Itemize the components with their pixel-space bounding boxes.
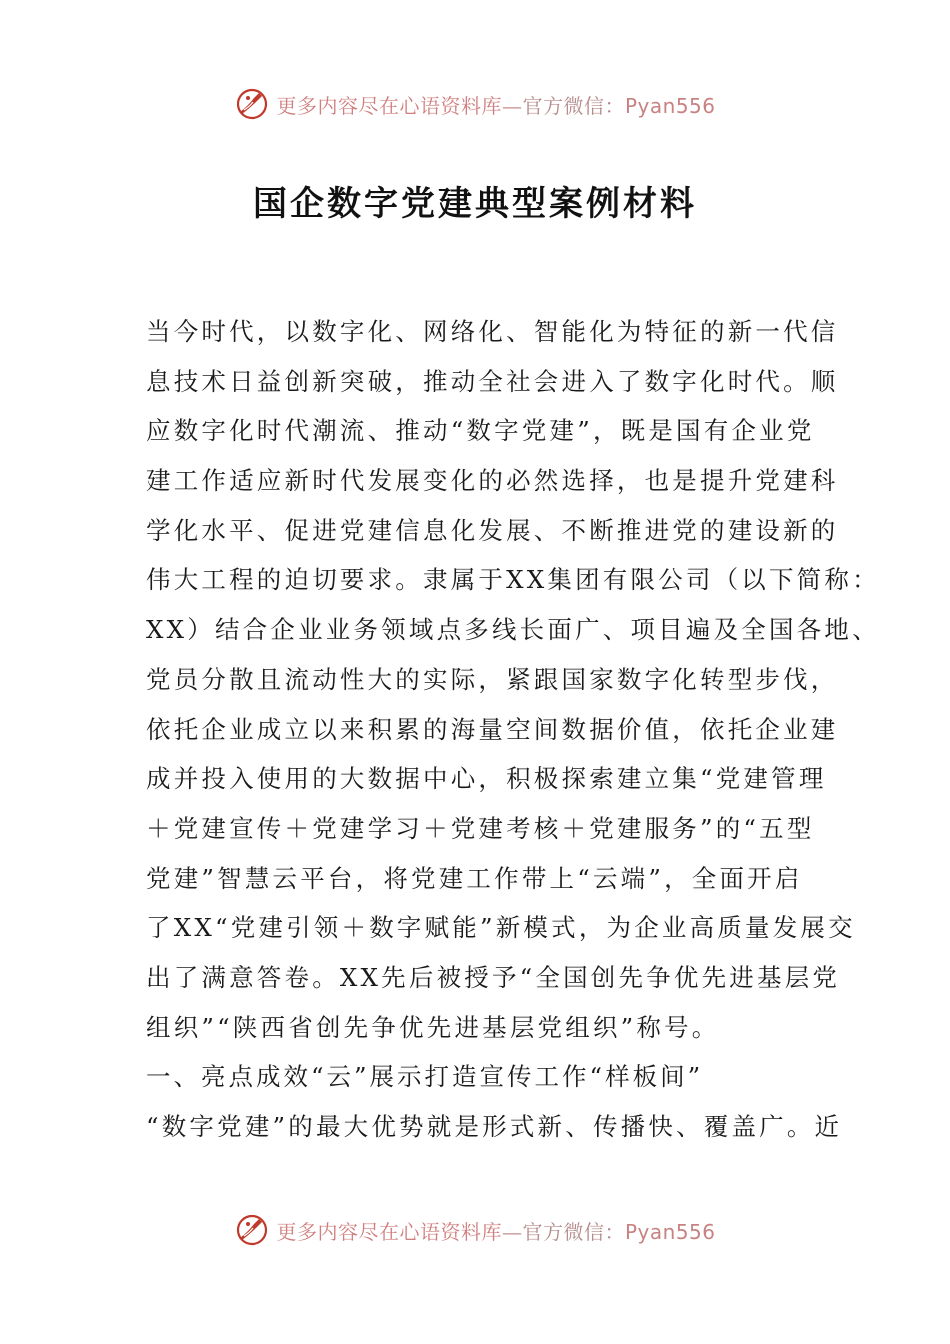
body-line: 应数字化时代潮流、推动“数字党建”，既是国有企业党 xyxy=(146,416,815,446)
body-line: 党建”智慧云平台，将党建工作带上“云端”，全面开启 xyxy=(146,863,803,893)
header-banner-content xyxy=(234,86,715,122)
footer-banner-text xyxy=(276,1216,715,1245)
body-line: 出了满意答卷。XX先后被授予“全国创先争优先进基层党 xyxy=(146,962,841,992)
body-line: ＋党建宣传＋党建学习＋党建考核＋党建服务”的“五型 xyxy=(146,813,815,843)
body-line: 组织”“陕西省创先争优先进基层党组织”称号。 xyxy=(146,1012,720,1042)
body-line: 党员分散且流动性大的实际，紧跟国家数字化转型步伐， xyxy=(146,664,839,694)
document-title: 国企数字党建典型案例材料 xyxy=(253,184,697,224)
body-line: 了XX“党建引领＋数字赋能”新模式，为企业高质量发展交 xyxy=(146,913,856,943)
header-dash: — xyxy=(501,93,523,118)
body-line: 建工作适应新时代发展变化的必然选择，也是提升党建科 xyxy=(146,466,839,496)
body-line: 伟大工程的迫切要求。隶属于XX集团有限公司（以下简称： xyxy=(146,565,880,595)
header-wechat-id: Pyan556 xyxy=(624,93,716,118)
footer-banner xyxy=(0,1208,950,1252)
header-official-label: 官方微信： xyxy=(522,93,625,118)
pen-circle-icon xyxy=(234,1212,270,1248)
footer-brand: 更多内容尽在心语资料库 xyxy=(276,1219,502,1244)
pen-circle-icon xyxy=(234,86,270,122)
header-banner xyxy=(0,82,950,126)
header-brand: 更多内容尽在心语资料库 xyxy=(276,93,502,118)
footer-official-label: 官方微信： xyxy=(522,1219,625,1244)
footer-banner-content xyxy=(234,1212,715,1248)
body-line: 息技术日益创新突破，推动全社会进入了数字化时代。顺 xyxy=(146,366,839,396)
body-line: “数字党建”的最大优势就是形式新、传播快、覆盖广。近 xyxy=(146,1112,843,1141)
body-line: 当今时代，以数字化、网络化、智能化为特征的新一代信 xyxy=(146,317,839,346)
footer-dash: — xyxy=(501,1219,523,1244)
body-line: 学化水平、促进党建信息化发展、不断推进党的建设新的 xyxy=(146,515,839,545)
body-line: 成并投入使用的大数据中心，积极探索建立集“党建管理 xyxy=(146,764,827,794)
body-line: 依托企业成立以来积累的海量空间数据价值，依托企业建 xyxy=(146,714,839,744)
body-line: XX）结合企业业务领域点多线长面广、项目遍及全国各地、 xyxy=(146,615,880,645)
footer-wechat-id: Pyan556 xyxy=(624,1219,716,1244)
section-heading: 一、亮点成效“云”展示打造宣传工作“样板间” xyxy=(146,1062,704,1092)
document-body xyxy=(146,307,880,1152)
header-banner-text xyxy=(276,90,715,119)
